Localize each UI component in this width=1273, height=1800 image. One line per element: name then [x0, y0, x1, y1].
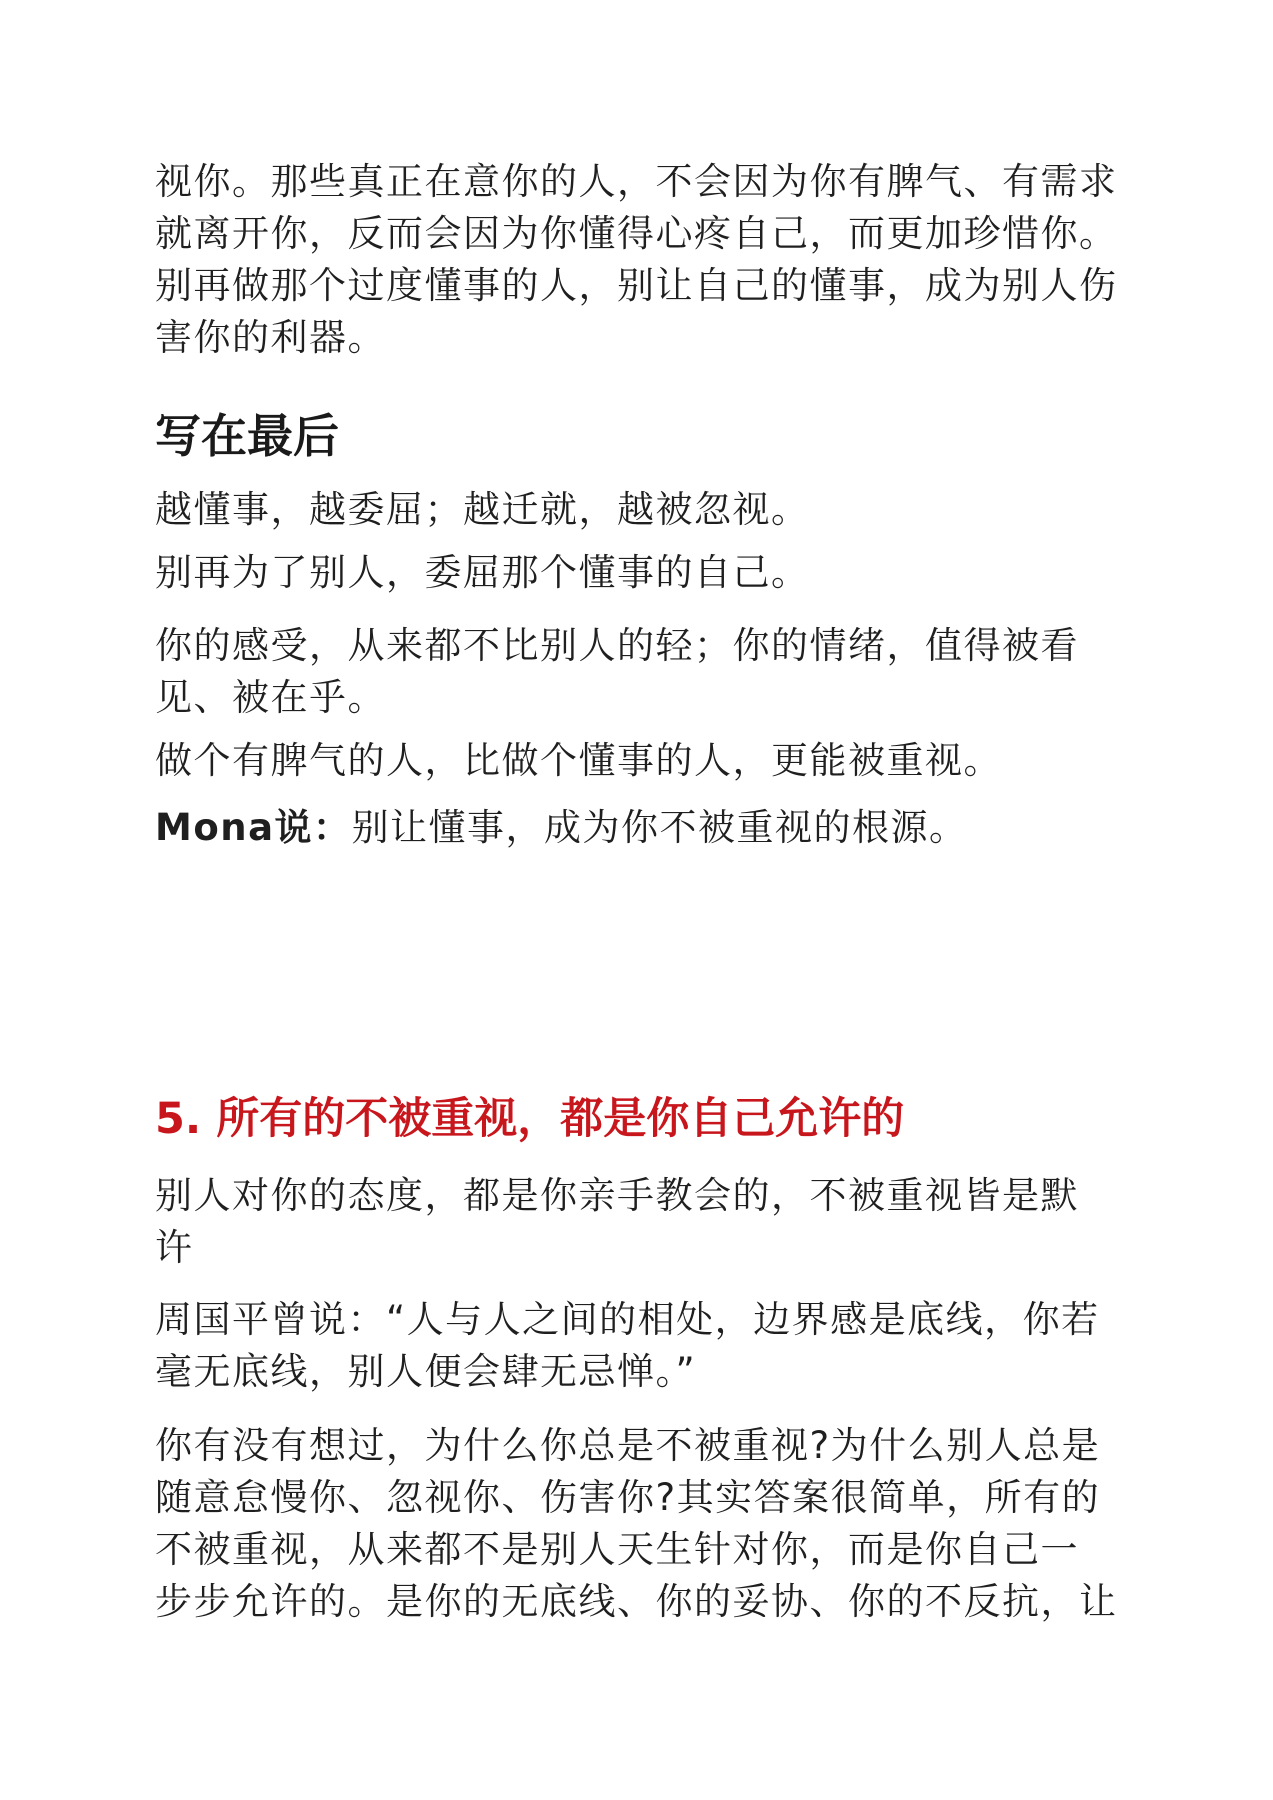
mona-text: 别让懂事，成为你不被重视的根源。 [351, 806, 968, 849]
closing-paragraph-4: 做个有脾气的人，比做个懂事的人，更能被重视。 [155, 739, 1002, 782]
mona-quote [155, 802, 968, 854]
intro-line-3: 别再做那个过度懂事的人，别让自己的懂事，成为别人伤 [155, 264, 1118, 307]
section-5-paragraph-1-line-1: 别人对你的态度，都是你亲手教会的，不被重视皆是默 [155, 1174, 1079, 1217]
intro-line-2: 就离开你，反而会因为你懂得心疼自己，而更加珍惜你。 [155, 212, 1118, 255]
mona-label: Mona说： [155, 806, 352, 849]
closing-paragraph-3-line-2: 见、被在乎。 [155, 676, 386, 719]
section-5-paragraph-3-line-4: 步步允许的。是你的无底线、你的妥协、你的不反抗，让 [155, 1580, 1118, 1623]
section-5-heading: 5. 所有的不被重视，都是你自己允许的 [155, 1094, 905, 1144]
closing-paragraph-3-line-1: 你的感受，从来都不比别人的轻；你的情绪，值得被看 [155, 624, 1079, 667]
section-5-paragraph-2-line-2: 毫无底线，别人便会肆无忌惮。” [155, 1350, 697, 1393]
section-5-paragraph-1-line-2: 许 [155, 1226, 194, 1269]
intro-line-1: 视你。那些真正在意你的人，不会因为你有脾气、有需求 [155, 160, 1118, 203]
closing-paragraph-2: 别再为了别人，委屈那个懂事的自己。 [155, 551, 810, 594]
section-5-paragraph-3-line-3: 不被重视，从来都不是别人天生针对你，而是你自己一 [155, 1528, 1079, 1571]
closing-heading: 写在最后 [155, 409, 339, 463]
section-5-paragraph-2-line-1: 周国平曾说：“人与人之间的相处，边界感是底线，你若 [155, 1298, 1100, 1341]
intro-line-4: 害你的利器。 [155, 316, 386, 359]
section-5-paragraph-3-line-2: 随意怠慢你、忽视你、伤害你?其实答案很简单，所有的 [155, 1476, 1101, 1519]
section-5-paragraph-3-line-1: 你有没有想过，为什么你总是不被重视?为什么别人总是 [155, 1424, 1101, 1467]
closing-paragraph-1: 越懂事，越委屈；越迁就，越被忽视。 [155, 488, 810, 531]
document-page [155, 0, 1130, 1800]
